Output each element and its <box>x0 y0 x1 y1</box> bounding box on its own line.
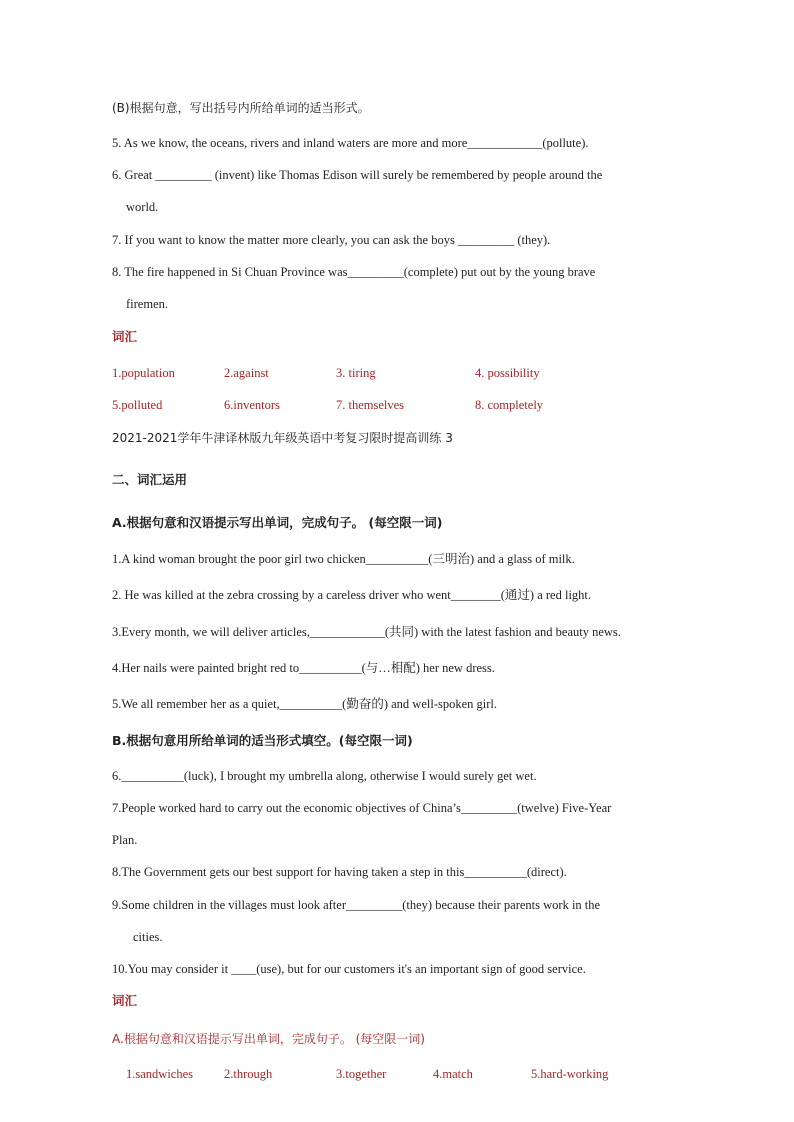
partB-question-6: 6.__________(luck), I brought my umbrella along, otherwise I would surely get wet. <box>112 769 537 783</box>
answer-item: 2.through <box>224 1067 273 1081</box>
partB-question-10: 10.You may consider it ____(use), but for our customers it's an important sign of good service. <box>112 962 586 976</box>
question-6-cont: world. <box>126 200 159 214</box>
answer-item: 4.match <box>433 1067 473 1081</box>
answer-item: 6.inventors <box>224 398 280 412</box>
partB-question-9-cont: cities. <box>133 930 163 944</box>
partB-heading: B.根据句意用所给单词的适当形式填空。(每空限一词) <box>112 733 413 748</box>
answer-item: 1.population <box>112 366 175 380</box>
partB-question-7-cont: Plan. <box>112 833 138 847</box>
question-7: 7. If you want to know the matter more clearly, you can ask the boys _________ (they). <box>112 233 551 247</box>
partA-question-5: 5.We all remember her as a quiet,__________(勤奋的) and well-spoken girl. <box>112 697 497 711</box>
answer-item: 5.hard-working <box>531 1067 609 1081</box>
answer-item: 5.polluted <box>112 398 163 412</box>
answer-item: 7. themselves <box>336 398 405 412</box>
answer-item: 8. completely <box>475 398 544 412</box>
answer-item: 3. tiring <box>336 366 376 380</box>
question-6: 6. Great _________ (invent) like Thomas Edison will surely be remembered by people around the <box>112 168 603 182</box>
question-8: 8. The fire happened in Si Chuan Province was_________(complete) put out by the young brave <box>112 265 596 279</box>
answer-item: 1.sandwiches <box>126 1067 193 1081</box>
question-8-cont: firemen. <box>126 297 168 311</box>
answer-item: 3.together <box>336 1067 387 1081</box>
partA-heading: A.根据句意和汉语提示写出单词，完成句子。 (每空限一词) <box>112 515 443 530</box>
partA-question-1: 1.A kind woman brought the poor girl two chicken__________(三明治) and a glass of milk. <box>112 552 575 566</box>
partA-question-4: 4.Her nails were painted bright red to__________(与…相配) her new dress. <box>112 661 495 675</box>
question-5: 5. As we know, the oceans, rivers and inland waters are more and more____________(pollute). <box>112 136 589 150</box>
answer-item: 2.against <box>224 366 269 380</box>
answer-item: 4. possibility <box>475 366 540 380</box>
partB-first-heading: (B)根据句意，写出括号内所给单词的适当形式。 <box>112 101 370 115</box>
partB-question-8: 8.The Government gets our best support for having taken a step in this__________(direct). <box>112 865 567 879</box>
partB-question-7: 7.People worked hard to carry out the economic objectives of China’s_________(twelve) Five-Year <box>112 801 612 815</box>
partA-question-2: 2. He was killed at the zebra crossing by a careless driver who went________(通过) a red light. <box>112 588 592 602</box>
answers2-heading: A.根据句意和汉语提示写出单词，完成句子。 (每空限一词) <box>112 1032 425 1046</box>
doc-title: 2021-2021学年牛津译林版九年级英语中考复习限时提高训练 3 <box>112 431 453 445</box>
section-two-heading: 二、词汇运用 <box>112 472 188 487</box>
partB-question-9: 9.Some children in the villages must look after_________(they) because their parents work in the <box>112 898 601 912</box>
answers1-label: 词汇 <box>112 329 138 344</box>
partA-question-3: 3.Every month, we will deliver articles,____________(共同) with the latest fashion and beauty news. <box>112 625 621 639</box>
answers2-label: 词汇 <box>112 993 138 1008</box>
